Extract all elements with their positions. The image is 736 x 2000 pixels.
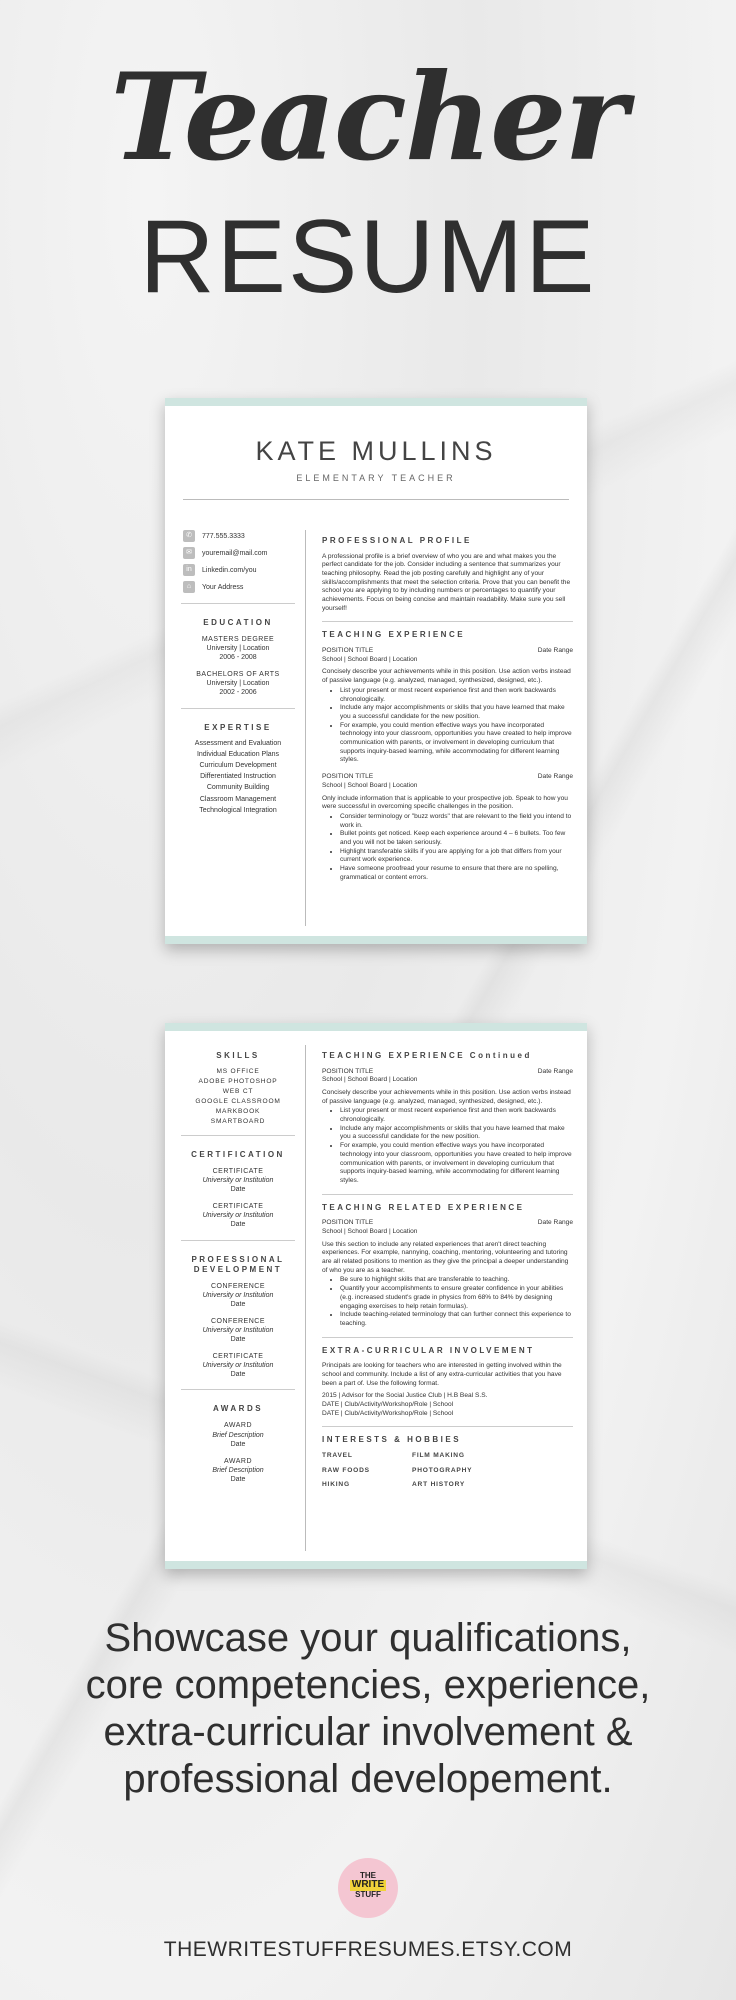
bullet: • For example, you could mention effective ways you have incorporated technology into your classroom, opportunities you have created to help improve communication with parents, or involvement in developing curriculum that supports inquiry-based learning, while accommodating for different learning styles.	[340, 722, 573, 766]
bullet: • Be sure to highlight skills that are transferable to teaching.	[340, 1276, 573, 1285]
bullet: • Have someone proofread your resume to ensure that there are no spelling, grammatical or content errors.	[340, 865, 573, 882]
date-range: Date Range	[537, 647, 573, 655]
pd-date: Date	[230, 1336, 246, 1344]
skills-heading: SKILLS	[216, 1051, 260, 1060]
linkedin-icon: in	[183, 564, 195, 576]
pd-date: Date	[230, 1371, 246, 1379]
bullet: • List your present or most recent experience first and then work backwards chronologically.	[340, 1107, 573, 1124]
pd-item	[181, 1282, 295, 1309]
bullet: • Consider terminology or "buzz words" that are relevant to the field you intend to work in.	[340, 813, 573, 830]
job-bullets	[340, 813, 573, 883]
section-divider	[322, 621, 573, 622]
job-description: Only include information that is applicable to your prospective job. Speak to how you were successful in overcoming specific challenges in the position.	[322, 794, 568, 811]
pd-item	[181, 1352, 295, 1379]
extracurricular-line: DATE | Club/Activity/Workshop/Role | School	[322, 1409, 454, 1417]
job-place: School | School Board | Location	[322, 1227, 418, 1235]
hero-script-title: Teacher	[110, 47, 626, 188]
cert-item	[181, 1167, 295, 1194]
cert-org: University or Institution	[202, 1212, 274, 1220]
contact-text: youremail@mail.com	[202, 549, 268, 557]
bullet: • Include any major accomplishments or skills that you have learned that make you a successful candidate for the new position.	[340, 1125, 573, 1142]
interest-item: RAW FOODS	[322, 1466, 370, 1474]
interest-item: HIKING	[322, 1481, 350, 1489]
job-entry	[322, 773, 573, 882]
award-desc: Brief Description	[212, 1466, 264, 1474]
tagline-line: Showcase your qualifications,	[104, 1616, 632, 1660]
contact-email	[183, 547, 295, 559]
school: University | Location	[206, 645, 270, 653]
expertise-item: Classroom Management	[199, 795, 277, 803]
left-column	[165, 530, 305, 926]
award-date: Date	[230, 1475, 246, 1483]
interest-item: FILM MAKING	[412, 1451, 465, 1459]
pd-org: University or Institution	[202, 1362, 274, 1370]
cert-item	[181, 1202, 295, 1229]
job-place: School | School Board | Location	[322, 655, 418, 663]
tagline-line: core competencies, experience,	[85, 1663, 651, 1707]
awards-heading: AWARDS	[212, 1404, 264, 1414]
pd-name: CERTIFICATE	[212, 1353, 264, 1361]
interests-heading: INTERESTS & HOBBIES	[322, 1435, 462, 1445]
bullet: • Bullet points get noticed. Keep each experience around 4 – 6 bullets. Too few and you will not be taken seriously.	[340, 830, 573, 847]
job-place: School | School Board | Location	[322, 1076, 418, 1084]
cert-org: University or Institution	[202, 1177, 274, 1185]
section-divider	[181, 603, 295, 604]
pd-heading-line2: DEVELOPMENT	[193, 1264, 283, 1274]
experience-continued-heading: TEACHING EXPERIENCE Continued	[322, 1051, 532, 1060]
expertise-item: Differentiated Instruction	[200, 773, 276, 781]
section-divider	[181, 1135, 295, 1136]
job-description: Concisely describe your achievements while in this position. Use action verbs instead of passive language (e.g. analyzed, managed, synthesized, designed, etc.).	[322, 668, 571, 685]
extracurricular-text: Principals are looking for teachers who are interested in getting involved within the school and community. Include a list of any extra-curricular activities that you have been a part of. Use the following format.	[322, 1362, 562, 1387]
tagline-line: extra-curricular involvement &	[103, 1710, 633, 1754]
profile-heading: PROFESSIONAL PROFILE	[322, 536, 472, 545]
extracurricular-heading: EXTRA-CURRICULAR INVOLVEMENT	[322, 1345, 535, 1355]
contact-text: Linkedin.com/you	[202, 566, 257, 574]
degree: BACHELORS OF ARTS	[196, 671, 280, 679]
skill-item: MARKBOOK	[215, 1108, 261, 1115]
award-desc: Brief Description	[212, 1431, 264, 1439]
job-description: Use this section to include any related experiences that aren't direct teaching experiences. For example, nannying, coaching, mentoring, volunteering and tutoring are all related positions to mention as they give the principal a deeper understanding of who you are as a teacher.	[322, 1240, 569, 1274]
expertise-item: Community Building	[206, 784, 270, 792]
pd-name: CONFERENCE	[210, 1317, 265, 1325]
contact-text: 777.555.3333	[202, 532, 245, 540]
education-item	[181, 670, 295, 697]
right-column	[306, 530, 587, 926]
right-column	[306, 1045, 587, 1551]
bullet: • Quantify your accomplishments to ensure greater confidence in your abilities (e.g. increased student's grade in physics from 68% to 84% by designing engaging exercises to help retain formulas).	[340, 1285, 573, 1311]
job-place: School | School Board | Location	[322, 781, 418, 789]
interest-item: ART HISTORY	[412, 1481, 466, 1489]
education-heading: EDUCATION	[203, 618, 273, 627]
skill-item: GOOGLE CLASSROOM	[195, 1098, 281, 1105]
job-bullets	[340, 1276, 573, 1328]
pd-org: University or Institution	[202, 1326, 274, 1334]
job-entry	[322, 1068, 573, 1186]
section-divider	[181, 708, 295, 709]
hero-block-title: RESUME	[139, 199, 597, 315]
skill-item: WEB CT	[222, 1088, 254, 1095]
cert-date: Date	[230, 1221, 246, 1229]
job-bullets	[340, 687, 573, 765]
pd-item	[181, 1317, 295, 1344]
award-name: AWARD	[223, 1457, 253, 1465]
brand-logo[interactable]	[338, 1858, 398, 1918]
tagline	[0, 1615, 736, 1803]
position-title: POSITION TITLE	[322, 1219, 374, 1227]
email-icon: ✉	[183, 547, 195, 559]
section-divider	[322, 1194, 573, 1195]
date-range: Date Range	[537, 773, 573, 781]
school: University | Location	[206, 680, 270, 688]
position-title: POSITION TITLE	[322, 773, 374, 781]
pd-name: CONFERENCE	[210, 1282, 265, 1290]
years: 2002 - 2006	[219, 689, 257, 697]
tagline-line: professional developement.	[123, 1757, 613, 1801]
contact-address	[183, 581, 295, 593]
pd-heading-line1: PROFESSIONAL	[191, 1254, 285, 1264]
award-name: AWARD	[223, 1422, 253, 1430]
award-date: Date	[230, 1440, 246, 1448]
position-title: POSITION TITLE	[322, 647, 374, 655]
award-item	[181, 1457, 295, 1484]
position-title: POSITION TITLE	[322, 1067, 374, 1075]
extracurricular-line: DATE | Club/Activity/Workshop/Role | School	[322, 1401, 454, 1409]
logo-line2: WRITE	[351, 1879, 385, 1891]
job-entry	[322, 647, 573, 765]
interests-grid	[322, 1452, 573, 1490]
section-divider	[181, 1240, 295, 1241]
contact-phone	[183, 530, 295, 542]
contact-text: Your Address	[202, 583, 244, 591]
profile-text: A professional profile is a brief overview of who you are and what makes you the perfect candidate for the job. Consider including a sentence that summarizes your teaching philosophy. Read the job posting carefully and highlight any of your skills/accomplishments that meet the selection criteria. Prove that you can benefit the school you are applying to by including numbers or percentages to quantify your achievements. Focus on being concise and maintain readability. Make sure you sell yourself!	[322, 552, 571, 612]
resume-subtitle: ELEMENTARY TEACHER	[296, 473, 456, 483]
education-item	[181, 635, 295, 662]
skill-item: ADOBE PHOTOSHOP	[198, 1078, 278, 1085]
resume-name: KATE MULLINS	[255, 436, 497, 466]
bullet: • Include teaching-related terminology that can further connect this experience to teaching.	[340, 1311, 573, 1328]
skill-item: MS OFFICE	[216, 1068, 260, 1075]
bullet: • Include any major accomplishments or skills that you have learned that make you a successful candidate for the new position.	[340, 704, 573, 721]
pd-date: Date	[230, 1300, 246, 1308]
logo-line3: STUFF	[355, 1889, 381, 1899]
expertise-item: Individual Education Plans	[196, 750, 280, 758]
interest-item: TRAVEL	[322, 1451, 353, 1459]
date-range: Date Range	[537, 1067, 573, 1075]
degree: MASTERS DEGREE	[201, 636, 275, 643]
resume-page-1	[165, 398, 587, 944]
logo-line1: THE	[360, 1871, 376, 1880]
related-experience-heading: TEACHING RELATED EXPERIENCE	[322, 1202, 525, 1212]
years: 2006 - 2008	[219, 654, 257, 662]
extracurricular-line: 2015 | Advisor for the Social Justice Club | H.B Beal S.S.	[322, 1392, 488, 1400]
expertise-heading: EXPERTISE	[204, 722, 272, 732]
location-icon: ⌂	[183, 581, 195, 593]
section-divider	[322, 1337, 573, 1338]
header-rule	[183, 499, 569, 500]
job-description: Concisely describe your achievements while in this position. Use action verbs instead of passive language (e.g. analyzed, managed, synthesized, designed, etc.).	[322, 1088, 571, 1105]
experience-heading: TEACHING EXPERIENCE	[322, 630, 466, 640]
section-divider	[181, 1389, 295, 1390]
bullet: • Highlight transferable skills if you are applying for a job that differs from your current work experience.	[340, 848, 573, 865]
job-entry	[322, 1219, 573, 1328]
skill-item: SMARTBOARD	[210, 1118, 266, 1125]
job-bullets	[340, 1107, 573, 1185]
bullet: • List your present or most recent experience first and then work backwards chronologically.	[340, 687, 573, 704]
date-range: Date Range	[537, 1219, 573, 1227]
cert-date: Date	[230, 1186, 246, 1194]
expertise-item: Assessment and Evaluation	[194, 739, 282, 747]
phone-icon: ✆	[183, 530, 195, 542]
expertise-item: Curriculum Development	[199, 761, 277, 769]
pd-org: University or Institution	[202, 1291, 274, 1299]
left-column	[165, 1045, 305, 1551]
resume-page-2	[165, 1023, 587, 1569]
contact-linkedin	[183, 564, 295, 576]
shop-url-link[interactable]: THEWRITESTUFFRESUMES.ETSY.COM	[163, 1938, 573, 1961]
section-divider	[322, 1426, 573, 1427]
cert-name: CERTIFICATE	[212, 1168, 264, 1175]
award-item	[181, 1421, 295, 1448]
interest-item: PHOTOGRAPHY	[412, 1466, 473, 1474]
bullet: • For example, you could mention effective ways you have incorporated technology into your classroom, opportunities you have created to help improve communication with parents, or involvement in developing curriculum that supports inquiry-based learning, while accommodating for different learning styles.	[340, 1142, 573, 1186]
expertise-item: Technological Integration	[199, 806, 277, 814]
certification-heading: CERTIFICATION	[191, 1150, 285, 1159]
cert-name: CERTIFICATE	[212, 1203, 264, 1211]
